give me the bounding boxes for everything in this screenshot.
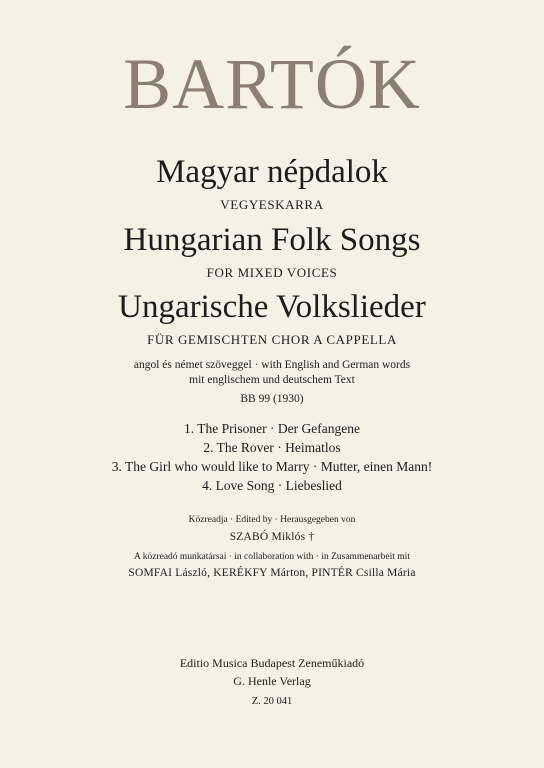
title-english: Hungarian Folk Songs <box>123 222 421 258</box>
editor-label: Közreadja · Edited by · Herausgegeben von <box>188 515 356 525</box>
publisher-line1: Editio Musica Budapest Zeneműkiadó <box>179 656 365 670</box>
collaborators-names: SOMFAI László, KERÉKFY Márton, PINTÉR Csilla Mária <box>128 567 416 579</box>
catalog-number: BB 99 (1930) <box>240 393 304 405</box>
song-item-1: 1. The Prisoner · Der Gefangene <box>184 421 360 436</box>
subtitle-german: FÜR GEMISCHTEN CHOR A CAPPELLA <box>147 332 397 347</box>
editor-name: SZABÓ Miklós † <box>229 531 315 543</box>
publisher-line2: G. Henle Verlag <box>233 674 311 688</box>
words-note-line2: mit englischem und deutschem Text <box>189 374 355 386</box>
song-item-4: 4. Love Song · Liebeslied <box>202 478 342 493</box>
composer-name: BARTÓK <box>123 44 421 124</box>
collaborators-label: A közreadó munkatársai · in collaboration with · in Zusammenarbeit mit <box>134 552 410 562</box>
title-hungarian: Magyar népdalok <box>156 154 388 190</box>
edition-number: Z. 20 041 <box>251 696 293 707</box>
subtitle-english: FOR MIXED VOICES <box>206 265 338 280</box>
song-item-3: 3. The Girl who would like to Marry · Mutter, einen Mann! <box>111 459 433 474</box>
title-german: Ungarische Volkslieder <box>118 289 426 325</box>
subtitle-hungarian: VEGYESKARRA <box>220 197 324 212</box>
song-item-2: 2. The Rover · Heimatlos <box>203 440 341 455</box>
words-note-line1: angol és német szöveggel · with English and German words <box>133 359 411 371</box>
